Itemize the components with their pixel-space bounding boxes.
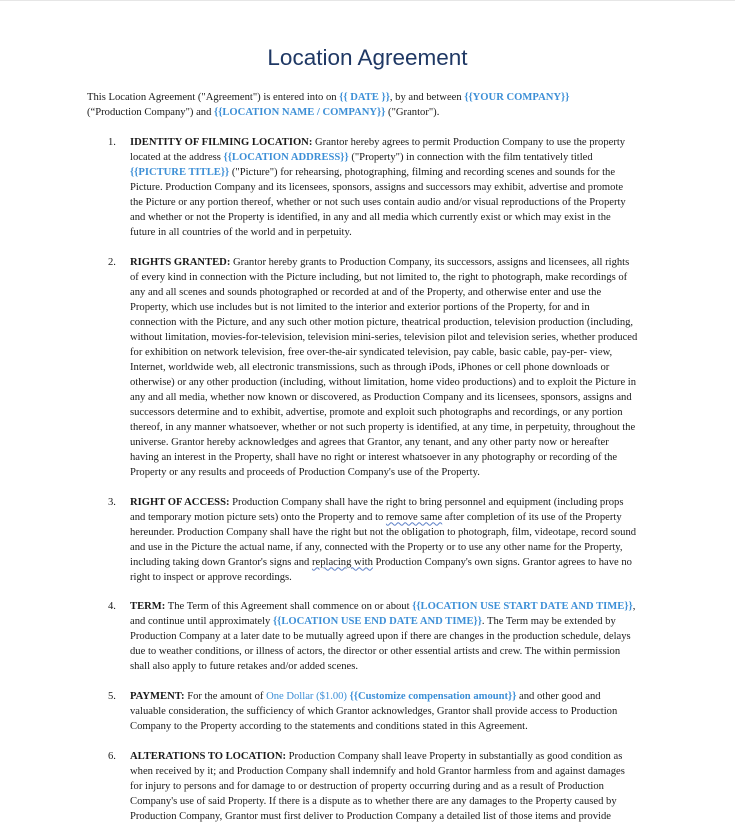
end-date-placeholder: {{LOCATION USE END DATE AND TIME}}	[272, 616, 482, 628]
clause-text: for injury to persons and for damage to or destruction of property occurring during and as a result of Production	[130, 780, 604, 792]
clause-alterations	[108, 749, 652, 824]
clause-text: Property or any results and proceeds of Production Company's use of the Property.	[130, 466, 480, 478]
intro-paragraph	[87, 90, 667, 121]
clause-identity	[108, 135, 652, 240]
clause-heading: TERM:	[130, 601, 166, 613]
clause-text: shall also apply to future retakes and/or added scenes.	[130, 661, 358, 673]
clause-text: thereof, in any manner whatsoever, whether or not such property is identified, at any time, in perpetuity, throughout the	[130, 421, 636, 433]
spellcheck-underlined-text: replacing with	[311, 556, 373, 568]
clause-text: The Term of this Agreement shall commence on or about	[165, 601, 413, 613]
clause-heading: RIGHTS GRANTED:	[130, 256, 231, 268]
clause-text: without limitation, movies-for-television, television mini-series, television pilot and television series, whether produced	[130, 331, 638, 343]
clause-text: Production Company's own signs. Grantor agrees to have no	[372, 556, 632, 568]
clause-text: and whether or not the Property is identified, in any and all media which currently exist or which may exist in the	[130, 212, 611, 223]
intro-text: (“Production Company") and	[87, 107, 215, 119]
compensation-placeholder: {{Customize compensation amount}}	[349, 691, 517, 703]
clause-payment	[108, 689, 652, 734]
clause-number: 3.	[108, 496, 116, 508]
clause-number: 4.	[108, 601, 116, 613]
intro-text: ("Grantor").	[385, 107, 440, 119]
spellcheck-underlined-text: remove same	[385, 511, 443, 523]
clause-heading: IDENTITY OF FILMING LOCATION:	[130, 137, 313, 148]
clause-text: universe. Grantor hereby acknowledges and agrees that Grantor, any tenant, and any other party now or hereafter	[130, 436, 609, 448]
clause-text: Company's use of said Property. If there is a dispute as to whether there are any damages to the Property caused by	[130, 795, 617, 807]
clause-text: Production Company at a later date to be mutually agreed upon if there are changes in the production schedule, delays	[130, 631, 631, 643]
location-address-placeholder: {{LOCATION ADDRESS}}	[223, 152, 349, 163]
clause-text: right to inspect or approve recordings.	[130, 571, 292, 583]
clause-text: including taking down Grantor's signs and	[130, 556, 312, 568]
start-date-placeholder: {{LOCATION USE START DATE AND TIME}}	[412, 601, 633, 613]
clause-right-of-access	[108, 495, 652, 585]
clause-text: hereunder. Production Company shall have the right but not the obligation to photograph, film, videotape, record sound	[130, 526, 637, 538]
clause-text: and temporary motion picture sets) onto the Property and to	[130, 511, 386, 523]
clause-number: 5.	[108, 691, 116, 703]
clause-text: Picture. Production Company and its licensees, sponsors, assigns and successors may exhibit, advertise and promote	[130, 182, 624, 193]
clause-text: ,	[632, 601, 636, 613]
date-placeholder: {{ DATE }}	[339, 92, 390, 103]
clause-rights-granted	[108, 255, 652, 480]
clause-text: Grantor hereby agrees to permit Production Company to use the property	[312, 137, 626, 148]
clause-text: Property, which use includes but is not limited to the interior and exterior portions of the Property, for and in	[130, 301, 590, 313]
clause-heading: ALTERATIONS TO LOCATION:	[130, 750, 287, 762]
clause-text: valuable consideration, the sufficiency of which Grantor acknowledges, Grantor shall provide access to Production	[130, 706, 618, 718]
clause-text: For the amount of	[184, 691, 267, 703]
clause-text: when received by it; and Production Company shall indemnify and hold Grantor harmless from and against damages	[130, 765, 625, 777]
intro-text: This Location Agreement ("Agreement") is entered into on	[87, 92, 340, 103]
clause-text: for exhibition on network television, free over-the-air syndicated television, pay cable, basic cable, pay-per- view,	[130, 346, 613, 358]
clause-text: after completion of its use of the Property	[442, 511, 622, 523]
clause-text: having an interest in the Property, shall have no right or interest whatsoever in any photography or recording of the	[130, 451, 618, 463]
clause-heading: RIGHT OF ACCESS:	[130, 496, 230, 508]
clause-text: ("Property") in connection with the film tentatively titled	[348, 152, 593, 163]
picture-title-placeholder: {{PICTURE TITLE}}	[130, 167, 230, 178]
clause-text: of every kind in connection with the Picture including, but not limited to, the right to photograph, make recordings of	[130, 271, 628, 283]
clause-text: any and all scenes and sounds photographed or recorded at and of the Property, and otherwise enter and use the	[130, 286, 602, 298]
clause-heading: PAYMENT:	[130, 691, 185, 703]
clause-term	[108, 599, 652, 674]
clause-text: Production Company, Grantor must first deliver to Production Company a detailed list of those items and provide	[130, 810, 611, 822]
document-title: Location Agreement	[267, 45, 468, 70]
clause-number: 6.	[108, 750, 116, 762]
clause-text: and other good and	[516, 691, 601, 703]
clause-text: Production Company shall leave Property in substantially as good condition as	[286, 750, 623, 762]
clause-text: and use in the Picture the actual name, if any, connected with the Property or to use any other name for the Property,	[130, 541, 623, 553]
clause-text: Production Company shall have the right to bring personnel and equipment (including props	[229, 496, 624, 508]
clause-number: 2.	[108, 256, 116, 268]
clause-text: Grantor hereby grants to Production Company, its successors, assigns and licensees, all rights	[230, 256, 630, 268]
clause-text: located at the address	[130, 152, 224, 163]
clause-text: successors determine and to exhibit, advertise, promote and exploit such photographs and recordings, or any portion	[130, 406, 623, 418]
clause-text: Internet, worldwide web, all electronic transmissions, such as through iPods, iPhones or cell phone downloads or	[130, 361, 610, 373]
clause-text: future in all countries of the world and in perpetuity.	[130, 227, 352, 238]
company-placeholder: {{YOUR COMPANY}}	[464, 92, 570, 103]
clause-text: any and all media, whether now known or discovered, as Production Company and its licensees, sponsors, assigns and	[130, 391, 632, 403]
location-name-placeholder: {{LOCATION NAME / COMPANY}}	[214, 107, 386, 119]
clause-text: ("Picture") for rehearsing, photographing, filming and recording scenes and sounds for the	[229, 167, 616, 178]
clause-text: Company to the Property according to the statements and conditions stated in this Agreement.	[130, 721, 528, 733]
payment-amount: One Dollar ($1.00)	[266, 691, 347, 703]
clause-text: and continue until approximately	[130, 616, 273, 628]
clause-text: otherwise) or any other production (including, without limitation, home video productions) and to exploit the Picture in	[130, 376, 637, 388]
clause-text: the Picture or any portion thereof, whether or not such uses contain audio and/or visual reproductions of the Property	[130, 197, 626, 208]
intro-text: , by and between	[389, 92, 465, 103]
clause-text: connection with the Picture, and any such other motion picture, theatrical production, television production (including,	[130, 316, 634, 328]
clause-number: 1.	[108, 137, 116, 148]
clause-text: . The Term may be extended by	[481, 616, 616, 628]
clause-text: due to weather conditions, or illness of actors, the director or other essential artists and crew. The within permission	[130, 646, 621, 658]
clause-list	[0, 135, 735, 839]
